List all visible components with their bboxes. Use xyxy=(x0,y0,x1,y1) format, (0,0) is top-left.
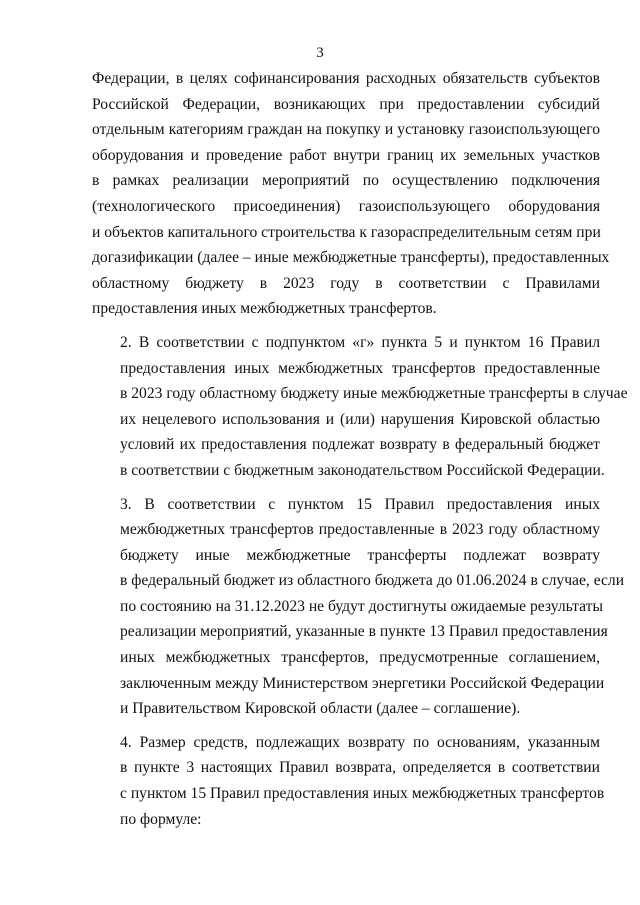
text-line: в федеральный бюджет из областного бюджета до 01.06.2024 в случае, если xyxy=(120,572,625,590)
text-line: в пункте 3 настоящих Правил возврата, определяется в соответствии xyxy=(120,759,600,777)
text-line: иных межбюджетных трансфертов, предусмотренные соглашением, xyxy=(120,649,600,667)
text-line: в рамках реализации мероприятий по осуществлению подключения xyxy=(92,172,600,190)
text-line: Российской Федерации, возникающих при предоставлении субсидий xyxy=(92,95,600,113)
paragraph-4 xyxy=(92,730,605,832)
text-line: в 2023 году областному бюджету иные межбюджетные трансферты в случае xyxy=(120,385,628,403)
text-line: предоставления иных межбюджетных трансфертов. xyxy=(92,300,437,318)
text-line: по формуле: xyxy=(120,810,202,828)
text-line: и объектов капитального строительства к газораспределительным сетям при xyxy=(92,223,601,241)
document-body xyxy=(92,66,628,840)
paragraph-2 xyxy=(92,330,628,484)
text-line: догазификации (далее – иные межбюджетные трансферты), предоставленных xyxy=(92,249,610,267)
text-line: межбюджетных трансфертов предоставленные в 2023 году областному xyxy=(120,521,600,539)
text-line: 4. Размер средств, подлежащих возврату по основаниям, указанным xyxy=(120,733,600,751)
text-line: (технологического присоединения) газоиспользующего оборудования xyxy=(92,197,600,215)
text-line: областному бюджету в 2023 году в соответствии с Правилами xyxy=(92,274,600,292)
text-line: условий их предоставления подлежат возврату в федеральный бюджет xyxy=(120,436,600,454)
text-line: предоставления иных межбюджетных трансфертов предоставленные xyxy=(120,359,600,377)
text-line: и Правительством Кировской области (далее – соглашение). xyxy=(120,700,521,718)
paragraph-3 xyxy=(92,492,625,722)
text-line: 3. В соответствии с пунктом 15 Правил предоставления иных xyxy=(120,495,600,513)
text-line: их нецелевого использования и (или) нарушения Кировской областью xyxy=(120,410,600,428)
text-line: с пунктом 15 Правил предоставления иных межбюджетных трансфертов xyxy=(120,785,605,803)
text-line: заключенным между Министерством энергетики Российской Федерации xyxy=(120,674,605,692)
text-line: в соответствии с бюджетным законодательством Российской Федерации. xyxy=(120,461,605,479)
text-line: 2. В соответствии с подпунктом «г» пункта 5 и пунктом 16 Правил xyxy=(120,333,600,351)
page-number: 3 xyxy=(316,45,324,61)
paragraph-1 xyxy=(92,66,610,322)
text-line: отдельным категориям граждан на покупку и установку газоиспользующего xyxy=(92,121,600,139)
text-line: бюджету иные межбюджетные трансферты подлежат возврату xyxy=(120,546,600,564)
text-line: Федерации, в целях софинансирования расходных обязательств субъектов xyxy=(92,70,600,87)
text-line: по состоянию на 31.12.2023 не будут достигнуты ожидаемые результаты xyxy=(120,597,603,615)
text-line: оборудования и проведение работ внутри границ их земельных участков xyxy=(92,146,600,164)
text-line: реализации мероприятий, указанные в пункте 13 Правил предоставления xyxy=(120,623,608,641)
